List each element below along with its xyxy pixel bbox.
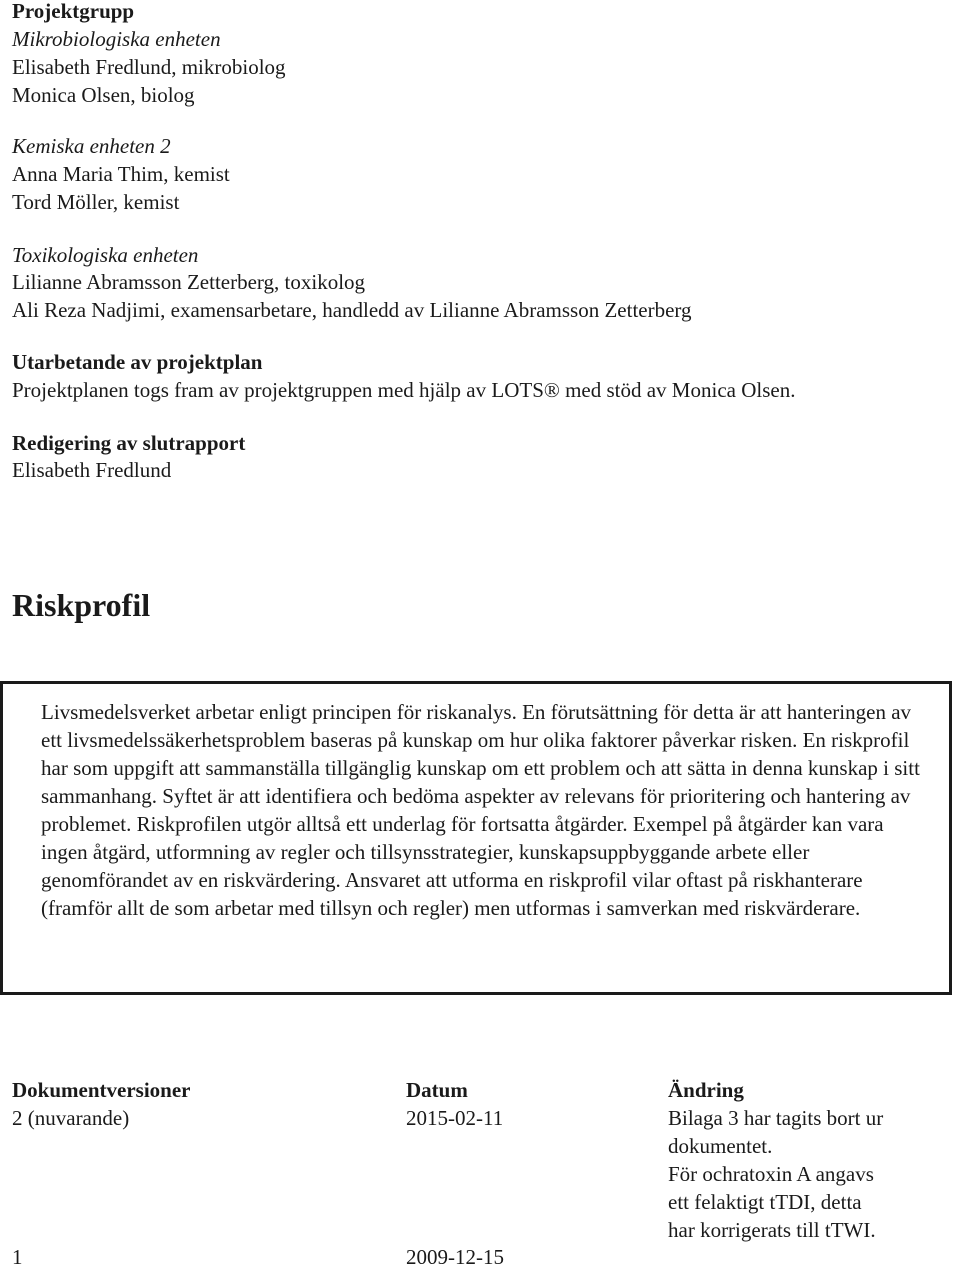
unit-name: Mikrobiologiska enheten [12,27,221,51]
risk-profile-title: Riskprofil [12,587,151,623]
change-line: ett felaktigt tTDI, detta [668,1190,862,1214]
risk-profile-text: Livsmedelsverket arbetar enligt principen för riskanalys. En förutsättning för detta är att hanteringen av ett livsmedelssäkerhetsproblem baseras på kunskap om hur olika faktorer påverkar risken. En riskprofil har som uppgift att sammanställa tillgänglig kunskap om ett problem och att sätta in denna kunskap i sitt sammanhang. Syftet är att identifiera och bedöma aspekter av relevans för prioritering och hantering av problemet. Riskprofilen utgör alltså ett underlag för fortsatta åtgärder. Exempel på åtgärder kan vara ingen åtgärd, utformning av regler och tillsynsstrategier, kunskapsuppbyggande arbete eller genomförandet av en riskvärdering. Ansvaret att utforma en riskprofil vilar oftast på riskhanterare (framför allt de som arbetar med tillsyn och regler) men utformas i samverkan med riskvärderare. [41,700,920,920]
versions-header-change: Ändring [668,1078,744,1102]
final-report-heading: Redigering av slutrapport [12,431,246,455]
unit-name: Kemiska enheten 2 [12,134,171,158]
unit-member: Elisabeth Fredlund, mikrobiolog [12,55,286,79]
unit-member: Monica Olsen, biolog [12,83,195,107]
versions-header-version: Dokumentversioner [12,1078,191,1102]
unit-member: Tord Möller, kemist [12,190,180,214]
versions-header-date: Datum [406,1078,468,1102]
final-report-text: Elisabeth Fredlund [12,458,172,482]
project-group-heading: Projektgrupp [12,0,135,23]
unit-member: Ali Reza Nadjimi, examensarbetare, handledd av Lilianne Abramsson Zetterberg [12,298,692,322]
risk-profile-box [0,681,952,995]
unit-member: Anna Maria Thim, kemist [12,162,230,186]
project-plan-text: Projektplanen togs fram av projektgruppen med hjälp av LOTS® med stöd av Monica Olsen. [12,378,796,402]
project-plan-heading: Utarbetande av projektplan [12,350,263,374]
change-line: dokumentet. [668,1134,773,1158]
change-line: Bilaga 3 har tagits bort ur [668,1106,884,1130]
version-cell: 2 (nuvarande) [12,1106,130,1130]
date-cell: 2009-12-15 [406,1245,504,1269]
change-line: För ochratoxin A angavs [668,1162,874,1186]
change-line: har korrigerats till tTWI. [668,1218,876,1242]
date-cell: 2015-02-11 [406,1106,504,1130]
version-cell: 1 [12,1245,23,1269]
unit-name: Toxikologiska enheten [12,243,199,267]
unit-member: Lilianne Abramsson Zetterberg, toxikolog [12,270,366,294]
